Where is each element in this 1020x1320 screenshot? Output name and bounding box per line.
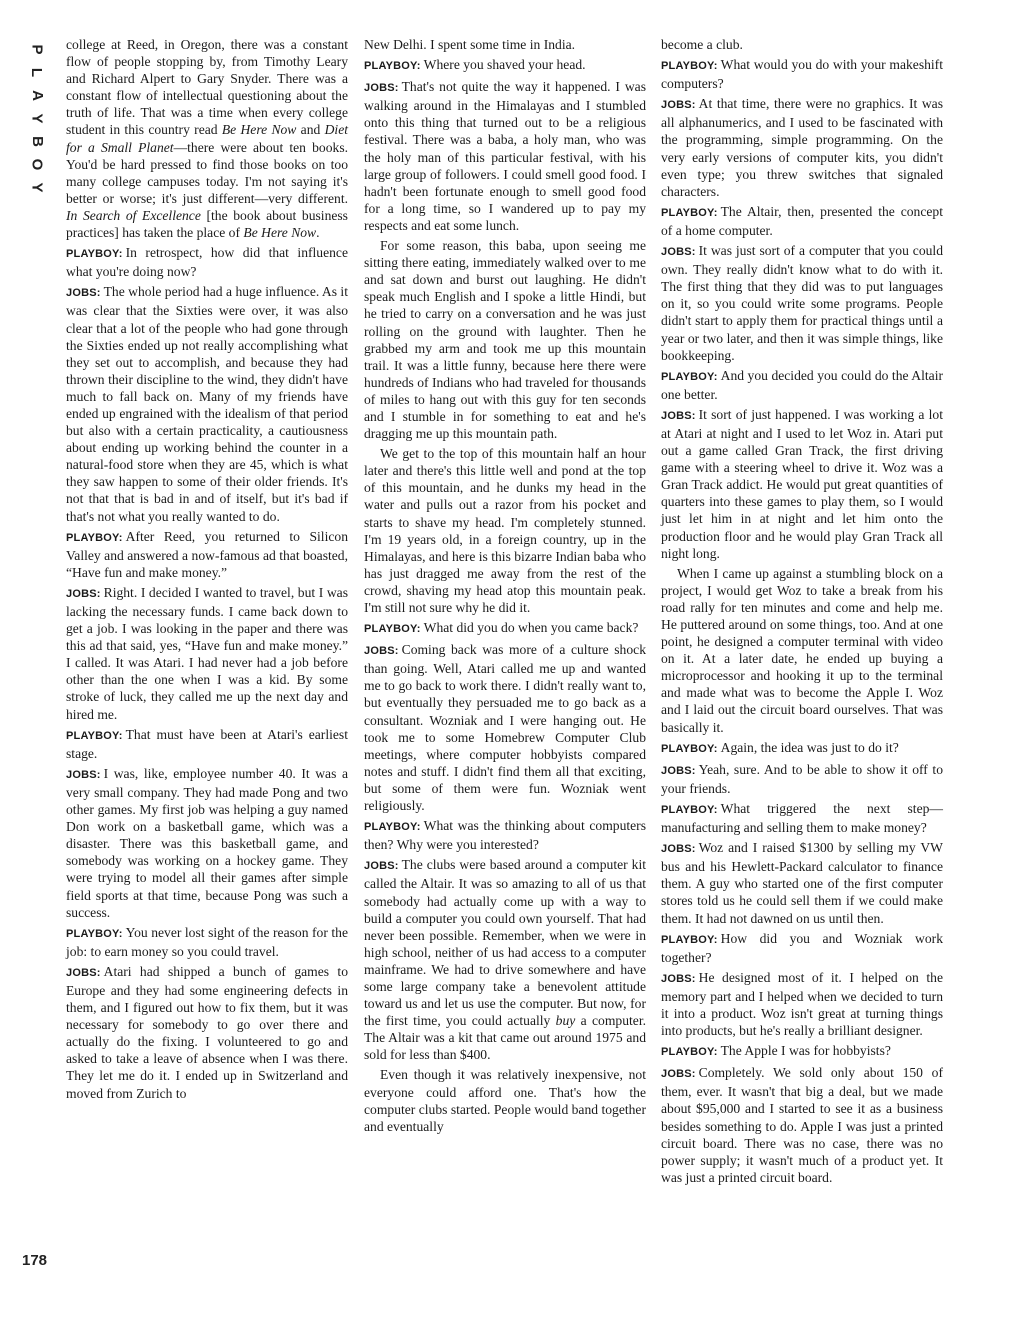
paragraph-text: In retrospect, how did that influence what you're doing now? — [66, 245, 348, 280]
speaker-label: JOBS: — [661, 764, 696, 777]
speaker-label: JOBS: — [661, 972, 696, 985]
speaker-label: PLAYBOY: — [364, 623, 421, 636]
interview-paragraph — [661, 969, 943, 1039]
paragraph-text: —there were about ten books. You'd be hard pressed to find those books on too many college campuses today. I'm not saying it's better or worse; it's just different—very different. — [66, 139, 349, 206]
speaker-label: PLAYBOY: — [66, 531, 123, 544]
masthead-letter: Y — [28, 182, 46, 193]
interview-paragraph — [66, 924, 348, 960]
paragraph-text: I was, like, employee number 40. It was a very small company. They had made Pong and two other games. My first job was helping a guy named Don work on a basketball game, which was a disaster. There was this basketball game, and somebody was working on a hockey game. They were trying to model all their games after simple field sports at that time, because Pong was such a success. — [66, 765, 348, 920]
speaker-label: PLAYBOY: — [661, 370, 718, 383]
speaker-label: PLAYBOY: — [661, 803, 718, 816]
interview-paragraph — [661, 367, 943, 403]
masthead-letter: L — [28, 67, 46, 78]
paragraph-text: That must have been at Atari's earliest stage. — [66, 726, 348, 761]
italic-title: In Search of Excellence — [66, 207, 201, 223]
paragraph-text: It sort of just happened. I was working a lot at Atari at night and I used to let Woz in. Atari put out a game called Gran Track, the first driving game with a steering wheel to drive it. Woz was a Gran Track addict. He would put great quantities of quarters into these games to play them, so I would just let him in at night and let him onto the production floor and he would play Gran Track all night long. — [661, 406, 943, 561]
paragraph-text: What would you do with your makeshift computers? — [661, 57, 943, 92]
interview-paragraph — [661, 739, 943, 758]
interview-paragraph — [364, 237, 646, 442]
speaker-label: PLAYBOY: — [661, 206, 718, 219]
text-column-2 — [364, 36, 646, 1138]
paragraph-text: He designed most of it. I helped on the memory part and I helped when we decided to turn it into a product. Woz isn't great at turning things into products, but he's really a brilliant designer. — [661, 969, 943, 1039]
speaker-label: JOBS: — [364, 645, 399, 658]
speaker-label: JOBS: — [66, 768, 101, 781]
interview-paragraph — [364, 856, 646, 1063]
paragraph-text: What was the thinking about computers then? Why were you interested? — [364, 818, 646, 853]
speaker-label: JOBS: — [364, 82, 399, 95]
interview-paragraph — [661, 839, 943, 926]
interview-paragraph — [661, 242, 943, 364]
text-column-3 — [661, 36, 943, 1189]
page-number: 178 — [22, 1252, 48, 1269]
paragraph-text: Coming back was more of a culture shock than going. Well, Atari called me up and wanted me to go back to work there. I didn't really want to, but eventually they persuaded me to go back as a consultant. Wozniak and I were hanging out. He took me to some Homebrew Computer Club meetings, where computer hobbyists compared notes and stuff. I didn't find them all that exciting, but some of them were fun. Wozniak went religiously. — [364, 642, 646, 814]
speaker-label: JOBS: — [661, 99, 696, 112]
paragraph-text: It was just sort of a computer that you could own. They really didn't know what to do with it. The first thing that they did was to put languages on it, so you could write some programs. People didn't start to apply them for practical things until a year or two later, and then it was simple things, like bookkeeping. — [661, 243, 943, 363]
interview-paragraph — [661, 203, 943, 239]
paragraph-text: . — [316, 225, 320, 241]
masthead-letter: P — [28, 44, 46, 55]
paragraph-text: When I came up against a stumbling block on a project, I would get Woz to take a break from his road rally for ten minutes and come and help me. He puttered around on some things, too. And at one point, he designed a computer terminal with video on it. At a later date, he ended up buying a microprocessor and hooking it up to the terminal and made what was to become the Apple I. Woz and I laid out the circuit board ourselves. That was basically it. — [661, 565, 943, 735]
paragraph-text: You never lost sight of the reason for the job: to earn money so you could travel. — [66, 924, 348, 959]
vertical-masthead — [24, 40, 50, 197]
paragraph-text: And you decided you could do the Altair one better. — [661, 367, 943, 402]
interview-paragraph — [661, 406, 943, 562]
paragraph-text: Even though it was relatively inexpensive, not everyone could afford one. That's how the computer clubs started. People would band together and eventually — [364, 1067, 646, 1134]
masthead-letter: Y — [28, 113, 46, 124]
interview-paragraph — [661, 95, 943, 200]
paragraph-text: The clubs were based around a computer kit called the Altair. It was so amazing to all of us that somebody had actually come up with a way to build a computer you could own yourself. That had never been possible. Remember, when we were in high school, neither of us had access to a computer mainframe. We had to drive somewhere and have some large company take a benevolent attitude toward us and let us use the computer. But now, for the first time, you could actually — [364, 857, 646, 1029]
interview-paragraph — [364, 36, 646, 53]
interview-paragraph — [364, 619, 646, 638]
text-column-1 — [66, 36, 348, 1105]
interview-paragraph — [66, 584, 348, 723]
interview-paragraph — [661, 930, 943, 966]
paragraph-text: At that time, there were no graphics. It was all alphanumerics, and I used to be fascinated with the programming, simple programming. On the very early versions of computer kits, you didn't even type; you threw switches that signaled characters. — [661, 96, 943, 199]
paragraph-text: become a club. — [661, 37, 743, 52]
speaker-label: JOBS: — [661, 246, 696, 259]
speaker-label: PLAYBOY: — [661, 742, 718, 755]
paragraph-text: What triggered the next step—manufacturing and selling them to make money? — [661, 800, 943, 836]
interview-paragraph — [661, 1042, 943, 1061]
interview-paragraph — [661, 1064, 943, 1186]
italic-title: buy — [555, 1013, 576, 1029]
paragraph-text: Where you shaved your head. — [423, 57, 586, 73]
paragraph-text: After Reed, you returned to Silicon Valley and answered a now-famous ad that boasted, “Have fun and make money.” — [66, 528, 348, 580]
paragraph-text: That's not quite the way it happened. I was walking around in the Himalayas and I stumbled onto this thing that turned out to be a religious festival. There was a baba, a holy man, who was the holy man of this particular festival, with his large group of followers. I could smell good food. I hadn't been fortunate enough to smell good food for a long time, so I wandered up to pay my respects and eat some lunch. — [364, 79, 646, 233]
interview-paragraph — [661, 565, 943, 736]
speaker-label: PLAYBOY: — [661, 1046, 718, 1059]
interview-paragraph — [66, 36, 348, 241]
paragraph-text: What did you do when you came back? — [423, 620, 639, 636]
interview-paragraph — [66, 963, 348, 1102]
paragraph-text: Again, the idea was just to do it? — [720, 739, 899, 755]
interview-paragraph — [661, 36, 943, 53]
paragraph-text: We get to the top of this mountain half an hour later and there's this little well and pond at the top of this mountain, and he dunks my head in the water and pulls out a razor from his pocket and starts to shave my head. I'm completely stunned. I'm 19 years old, in a foreign country, up in the Himalayas, and here is this bizarre Indian baba who has just dragged me away from the rest of the crowd, shaving my head atop this mountain peak. I'm still not sure why he did it. — [364, 446, 646, 615]
interview-paragraph — [364, 78, 646, 234]
speaker-label: PLAYBOY: — [661, 60, 718, 73]
masthead-letter: O — [28, 158, 46, 171]
interview-paragraph — [661, 56, 943, 92]
speaker-label: JOBS: — [661, 843, 696, 856]
paragraph-text: How did you and Wozniak work together? — [661, 930, 943, 965]
interview-paragraph — [661, 761, 943, 797]
interview-paragraph — [66, 244, 348, 280]
paragraph-text: The Altair, then, presented the concept of a home computer. — [661, 203, 943, 238]
paragraph-text: Woz and I raised $1300 by selling my VW bus and his Hewlett-Packard calculator to finance them. A guy who started one of the first computer stores told us he could sell them if we could make them. It had not dawned on us until then. — [661, 840, 943, 926]
paragraph-text: New Delhi. I spent some time in India. — [364, 37, 576, 52]
interview-paragraph — [661, 800, 943, 836]
speaker-label: PLAYBOY: — [66, 927, 123, 940]
paragraph-text: Yeah, sure. And to be able to show it off to your friends. — [661, 761, 943, 796]
interview-paragraph — [364, 1066, 646, 1134]
italic-title: Be Here Now — [243, 225, 317, 241]
paragraph-text: Right. I decided I wanted to travel, but I was lacking the necessary funds. I came back down to get a job. I was looking in the paper and there was this ad that said, yes, “Have fun and make money.” I called. It was Atari. I had never had a job before other than the one when I was a kid. By some stroke of luck, they called me up the next day and hired me. — [66, 584, 348, 722]
masthead-letter: A — [28, 90, 46, 101]
paragraph-text: The Apple I was for hobbyists? — [720, 1043, 891, 1059]
paragraph-text: and — [296, 122, 325, 138]
paragraph-text: Completely. We sold only about 150 of them, ever. It wasn't that big a deal, but we made about $95,000 and I started to see it as a business besides something to do. Apple I was just a printed circuit board. There was no case, there was no power supply; it wasn't much of a product yet. It was just a printed circuit board. — [661, 1065, 943, 1185]
speaker-label: JOBS: — [66, 966, 101, 979]
paragraph-text: college at Reed, in Oregon, there was a constant flow of people stopping by, from Timothy Leary and Richard Alpert to Gary Snyder. There was a constant flow of intellectual questioning about the truth of life. That was a time when every college student in this country read — [66, 37, 348, 138]
paragraph-text: Atari had shipped a bunch of games to Europe and they had some engineering defects in them, and I figured out how to fix them, but it was necessary for somebody to go over there and actually do the fixing. I volunteered to go and asked to take a leave of absence when I was there. They let me do it. I ended up in Switzerland and moved from Zurich to — [66, 963, 348, 1101]
paragraph-text: For some reason, this baba, upon seeing me sitting there eating, immediately walked over to me and sat down and burst out laughing. He didn't speak much English and I spoke a little Hindi, but he tried to carry on a conversation and he was just rolling on the ground with laughter. Then he grabbed my arm and took me up this mountain trail. It was a little funny, because here there were hundreds of Indians who had traveled for thousands of miles to hang out with this guy for ten seconds and I stumble in for something to eat and he's dragging me up this mountain path. — [364, 238, 647, 442]
interview-paragraph — [66, 765, 348, 921]
paragraph-text: [the book about business practices] has taken the place of — [66, 207, 348, 241]
interview-paragraph — [364, 817, 646, 853]
speaker-label: JOBS: — [66, 287, 101, 300]
speaker-label: PLAYBOY: — [66, 729, 123, 742]
speaker-label: PLAYBOY: — [66, 248, 123, 261]
speaker-label: JOBS: — [661, 409, 696, 422]
italic-title: Be Here Now — [221, 122, 297, 138]
interview-paragraph — [364, 445, 646, 616]
speaker-label: JOBS: — [66, 587, 101, 600]
speaker-label: JOBS: — [661, 1068, 696, 1081]
italic-title: Diet for a Small Planet — [66, 122, 349, 155]
interview-paragraph — [364, 56, 646, 75]
masthead-letter: B — [28, 136, 46, 147]
interview-paragraph — [66, 283, 348, 524]
paragraph-text: The whole period had a huge influence. As it was clear that the Sixties were over, it was also clear that a lot of the people who had gone through the Sixties ended up not really accomplishing what they set out to accomplish, and because they had thrown their discipline to the wind, they didn't have much to fall back on. Many of my friends have ended up engrained with the idealism of that period but also with a certain practicality, a cautiousness about ending up working behind the counter in a natural-food store when they are 45, which is what they saw happen to some of their older friends. It's not that that is bad in and of itself, but it's bad if that's not what you really wanted to do. — [66, 284, 348, 524]
interview-paragraph — [66, 726, 348, 762]
speaker-label: PLAYBOY: — [364, 821, 421, 834]
speaker-label: PLAYBOY: — [364, 60, 421, 73]
speaker-label: JOBS: — [364, 860, 399, 873]
interview-paragraph — [66, 528, 348, 581]
interview-paragraph — [364, 641, 646, 814]
speaker-label: PLAYBOY: — [661, 933, 718, 946]
paragraph-text: a computer. The Altair was a kit that came out around 1975 and sold for less than $400. — [364, 1013, 646, 1063]
